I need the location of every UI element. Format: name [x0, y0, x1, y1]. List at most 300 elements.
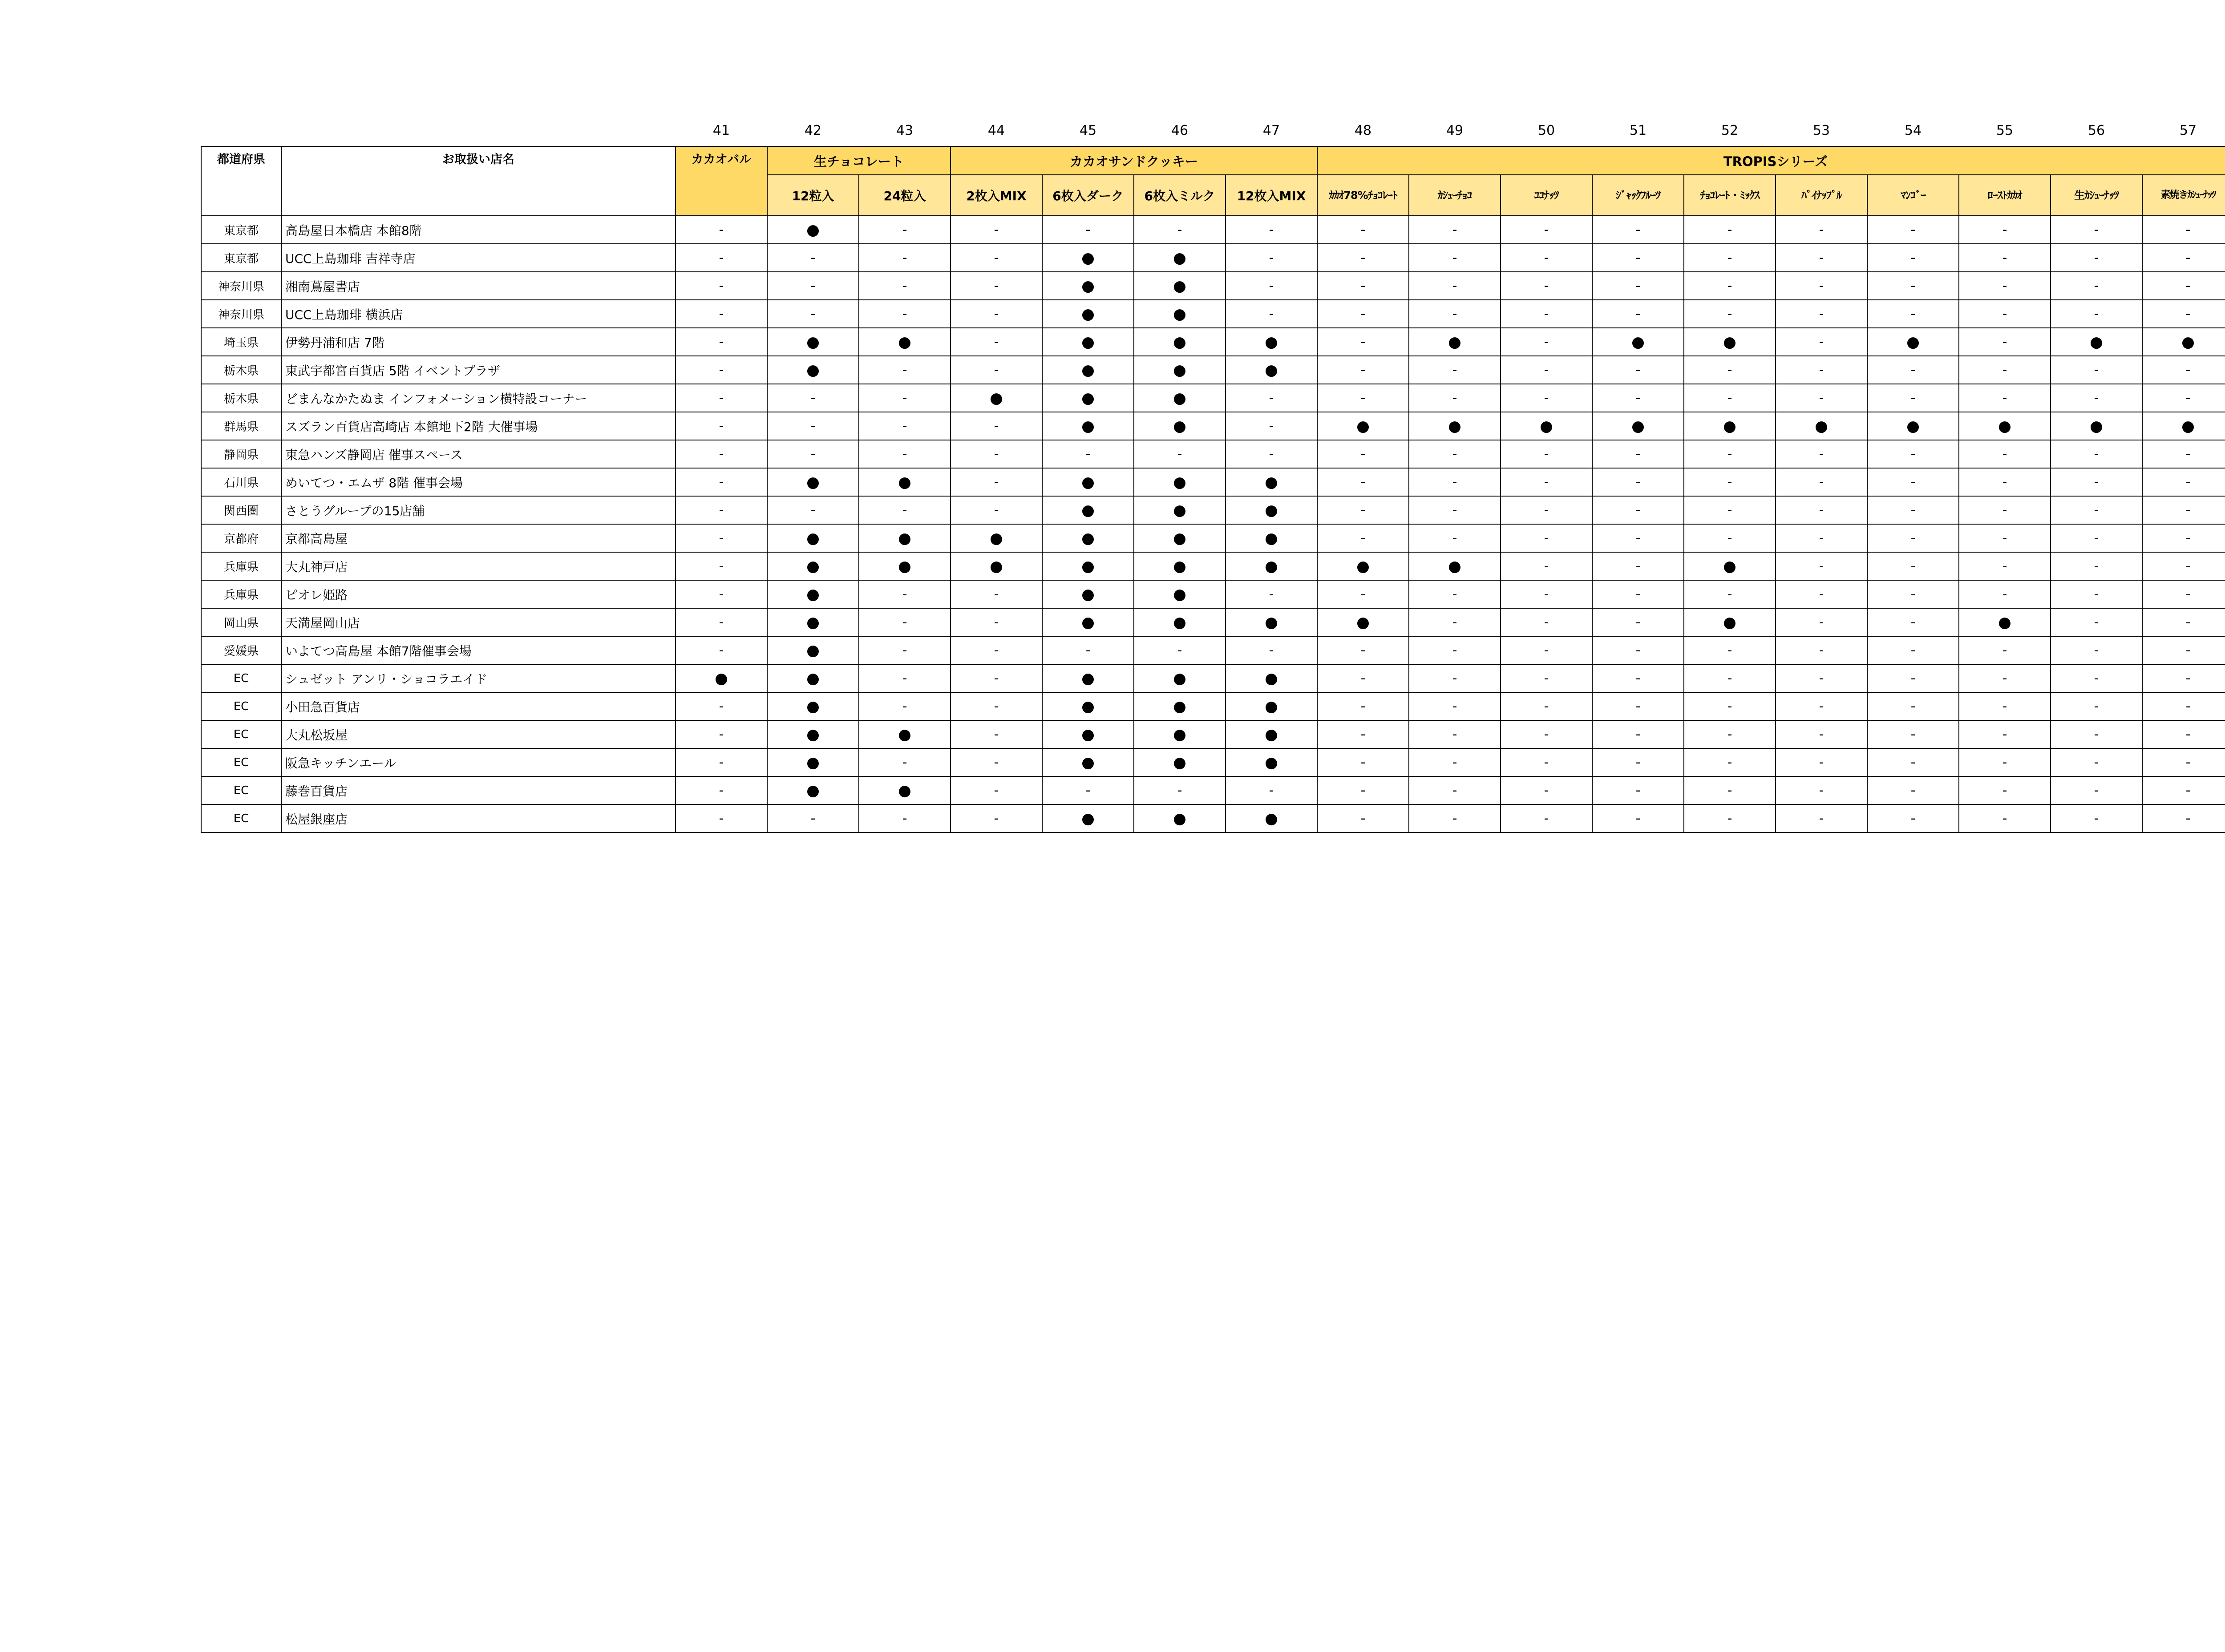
unavailable-mark: -	[1592, 552, 1684, 580]
prefecture-cell: EC	[201, 748, 281, 776]
nama-chocolate-group-header: 生チョコレート	[767, 146, 951, 175]
unavailable-mark: -	[1776, 496, 1867, 524]
unavailable-mark: -	[1317, 272, 1409, 300]
available-mark: ●	[1134, 244, 1226, 272]
unavailable-mark: -	[859, 272, 951, 300]
unavailable-mark: -	[767, 412, 859, 440]
unavailable-mark: -	[859, 580, 951, 608]
unavailable-mark: -	[1684, 300, 1776, 328]
unavailable-mark: -	[1501, 244, 1592, 272]
table-row	[201, 524, 2225, 552]
unavailable-mark: -	[1592, 216, 1684, 244]
unavailable-mark: -	[1867, 776, 1959, 804]
available-mark: ●	[1042, 412, 1134, 440]
unavailable-mark: -	[2142, 636, 2225, 664]
available-mark: ●	[2051, 328, 2142, 356]
unavailable-mark: -	[2051, 356, 2142, 384]
unavailable-mark: -	[1867, 608, 1959, 636]
available-mark: ●	[1134, 804, 1226, 832]
prefecture-cell: 埼玉県	[201, 328, 281, 356]
unavailable-mark: -	[1592, 524, 1684, 552]
unavailable-mark: -	[1592, 440, 1684, 468]
unavailable-mark: -	[1776, 552, 1867, 580]
unavailable-mark: -	[1959, 748, 2051, 776]
available-mark: ●	[1959, 608, 2051, 636]
unavailable-mark: -	[1776, 244, 1867, 272]
unavailable-mark: -	[1501, 608, 1592, 636]
unavailable-mark: -	[1959, 384, 2051, 412]
unavailable-mark: -	[676, 748, 767, 776]
unavailable-mark: -	[1592, 748, 1684, 776]
available-mark: ●	[1409, 328, 1501, 356]
unavailable-mark: -	[1684, 216, 1776, 244]
unavailable-mark: -	[1317, 580, 1409, 608]
available-mark: ●	[1867, 412, 1959, 440]
available-mark: ●	[1134, 328, 1226, 356]
unavailable-mark: -	[859, 440, 951, 468]
available-mark: ●	[2051, 412, 2142, 440]
unavailable-mark: -	[1684, 776, 1776, 804]
unavailable-mark: -	[1042, 216, 1134, 244]
unavailable-mark: -	[676, 580, 767, 608]
available-mark: ●	[951, 524, 1042, 552]
unavailable-mark: -	[1042, 636, 1134, 664]
available-mark: ●	[767, 328, 859, 356]
unavailable-mark: -	[1226, 412, 1317, 440]
unavailable-mark: -	[2051, 552, 2142, 580]
store-name-cell: スズラン百貨店高崎店 本館地下2階 大催事場	[281, 412, 676, 440]
unavailable-mark: -	[1592, 468, 1684, 496]
unavailable-mark: -	[1867, 636, 1959, 664]
available-mark: ●	[767, 216, 859, 244]
unavailable-mark: -	[1959, 692, 2051, 720]
available-mark: ●	[767, 748, 859, 776]
available-mark: ●	[1042, 580, 1134, 608]
unavailable-mark: -	[951, 244, 1042, 272]
available-mark: ●	[1317, 608, 1409, 636]
unavailable-mark: -	[1501, 216, 1592, 244]
column-number: 52	[1721, 122, 1739, 138]
unavailable-mark: -	[1501, 580, 1592, 608]
available-mark: ●	[1134, 552, 1226, 580]
unavailable-mark: -	[676, 440, 767, 468]
unavailable-mark: -	[676, 636, 767, 664]
column-number: 44	[987, 122, 1005, 138]
unavailable-mark: -	[2142, 356, 2225, 384]
unavailable-mark: -	[951, 608, 1042, 636]
available-mark: ●	[1042, 608, 1134, 636]
unavailable-mark: -	[1317, 300, 1409, 328]
unavailable-mark: -	[1867, 804, 1959, 832]
prefecture-cell: 群馬県	[201, 412, 281, 440]
available-mark: ●	[1042, 356, 1134, 384]
unavailable-mark: -	[951, 804, 1042, 832]
unavailable-mark: -	[1409, 468, 1501, 496]
unavailable-mark: -	[1409, 300, 1501, 328]
available-mark: ●	[1042, 552, 1134, 580]
prefecture-cell: 愛媛県	[201, 636, 281, 664]
unavailable-mark: -	[1317, 664, 1409, 692]
unavailable-mark: -	[767, 384, 859, 412]
available-mark: ●	[1959, 412, 2051, 440]
store-name-cell: UCC上島珈琲 吉祥寺店	[281, 244, 676, 272]
available-mark: ●	[859, 524, 951, 552]
available-mark: ●	[1226, 356, 1317, 384]
available-mark: ●	[1226, 720, 1317, 748]
unavailable-mark: -	[1867, 580, 1959, 608]
unavailable-mark: -	[859, 412, 951, 440]
prefecture-cell: EC	[201, 776, 281, 804]
unavailable-mark: -	[1776, 384, 1867, 412]
available-mark: ●	[951, 552, 1042, 580]
available-mark: ●	[1501, 412, 1592, 440]
unavailable-mark: -	[2051, 692, 2142, 720]
column-number: 45	[1079, 122, 1097, 138]
unavailable-mark: -	[1684, 636, 1776, 664]
header-row-groups	[201, 146, 2225, 175]
unavailable-mark: -	[1776, 776, 1867, 804]
unavailable-mark: -	[2142, 776, 2225, 804]
unavailable-mark: -	[2142, 440, 2225, 468]
product-header: 2枚入MIX	[951, 175, 1042, 216]
store-rows	[201, 216, 2225, 832]
unavailable-mark: -	[1684, 664, 1776, 692]
prefecture-cell: 東京都	[201, 216, 281, 244]
unavailable-mark: -	[951, 300, 1042, 328]
unavailable-mark: -	[1959, 244, 2051, 272]
unavailable-mark: -	[1501, 300, 1592, 328]
unavailable-mark: -	[1684, 720, 1776, 748]
unavailable-mark: -	[1776, 440, 1867, 468]
unavailable-mark: -	[676, 244, 767, 272]
unavailable-mark: -	[1867, 524, 1959, 552]
unavailable-mark: -	[951, 440, 1042, 468]
unavailable-mark: -	[859, 244, 951, 272]
unavailable-mark: -	[1409, 804, 1501, 832]
product-header: 生ｶｼｭｰﾅｯﾂ	[2051, 175, 2142, 216]
product-header: 24粒入	[859, 175, 951, 216]
unavailable-mark: -	[767, 804, 859, 832]
unavailable-mark: -	[2142, 664, 2225, 692]
unavailable-mark: -	[676, 552, 767, 580]
store-name-cell: 阪急キッチンエール	[281, 748, 676, 776]
available-mark: ●	[2142, 412, 2225, 440]
unavailable-mark: -	[1959, 496, 2051, 524]
available-mark: ●	[1042, 692, 1134, 720]
unavailable-mark: -	[1684, 272, 1776, 300]
unavailable-mark: -	[951, 496, 1042, 524]
available-mark: ●	[767, 776, 859, 804]
available-mark: ●	[1042, 468, 1134, 496]
available-mark: ●	[1134, 496, 1226, 524]
unavailable-mark: -	[676, 496, 767, 524]
available-mark: ●	[1042, 244, 1134, 272]
unavailable-mark: -	[1501, 496, 1592, 524]
prefecture-cell: EC	[201, 692, 281, 720]
prefecture-cell: 京都府	[201, 524, 281, 552]
unavailable-mark: -	[1409, 384, 1501, 412]
unavailable-mark: -	[859, 216, 951, 244]
unavailable-mark: -	[2051, 804, 2142, 832]
available-mark: ●	[1226, 496, 1317, 524]
prefecture-cell: 石川県	[201, 468, 281, 496]
unavailable-mark: -	[1684, 244, 1776, 272]
unavailable-mark: -	[1776, 216, 1867, 244]
store-name-cell: さとうグループの15店舗	[281, 496, 676, 524]
unavailable-mark: -	[859, 804, 951, 832]
unavailable-mark: -	[1042, 440, 1134, 468]
prefecture-cell: 兵庫県	[201, 552, 281, 580]
unavailable-mark: -	[767, 440, 859, 468]
unavailable-mark: -	[2051, 384, 2142, 412]
unavailable-mark: -	[859, 496, 951, 524]
unavailable-mark: -	[1776, 468, 1867, 496]
unavailable-mark: -	[1959, 804, 2051, 832]
unavailable-mark: -	[951, 720, 1042, 748]
prefecture-cell: 神奈川県	[201, 300, 281, 328]
unavailable-mark: -	[1776, 664, 1867, 692]
unavailable-mark: -	[2051, 636, 2142, 664]
store-name-cell: 東急ハンズ静岡店 催事スペース	[281, 440, 676, 468]
unavailable-mark: -	[1592, 300, 1684, 328]
available-mark: ●	[1042, 804, 1134, 832]
store-name-cell: 小田急百貨店	[281, 692, 676, 720]
unavailable-mark: -	[1317, 748, 1409, 776]
product-header: 素焼きｶｼｭｰﾅｯﾂ	[2142, 175, 2225, 216]
available-mark: ●	[859, 552, 951, 580]
unavailable-mark: -	[1959, 272, 2051, 300]
unavailable-mark: -	[1592, 692, 1684, 720]
available-mark: ●	[859, 468, 951, 496]
unavailable-mark: -	[1226, 580, 1317, 608]
unavailable-mark: -	[2142, 524, 2225, 552]
column-number: 51	[1629, 122, 1647, 138]
unavailable-mark: -	[1684, 440, 1776, 468]
unavailable-mark: -	[951, 776, 1042, 804]
available-mark: ●	[1134, 272, 1226, 300]
available-mark: ●	[859, 720, 951, 748]
unavailable-mark: -	[1317, 524, 1409, 552]
unavailable-mark: -	[1776, 720, 1867, 748]
unavailable-mark: -	[1959, 580, 2051, 608]
available-mark: ●	[859, 328, 951, 356]
available-mark: ●	[767, 524, 859, 552]
prefecture-cell: 静岡県	[201, 440, 281, 468]
unavailable-mark: -	[2051, 524, 2142, 552]
available-mark: ●	[1226, 692, 1317, 720]
product-header: ｼﾞｬｯｸﾌﾙｰﾂ	[1592, 175, 1684, 216]
table-row	[201, 692, 2225, 720]
unavailable-mark: -	[1592, 496, 1684, 524]
unavailable-mark: -	[1409, 664, 1501, 692]
available-mark: ●	[859, 776, 951, 804]
unavailable-mark: -	[1684, 496, 1776, 524]
unavailable-mark: -	[2142, 552, 2225, 580]
available-mark: ●	[1042, 496, 1134, 524]
unavailable-mark: -	[1959, 328, 2051, 356]
unavailable-mark: -	[1867, 468, 1959, 496]
unavailable-mark: -	[1317, 804, 1409, 832]
available-mark: ●	[951, 384, 1042, 412]
unavailable-mark: -	[2142, 300, 2225, 328]
unavailable-mark: -	[676, 300, 767, 328]
table-row	[201, 552, 2225, 580]
store-name-cell: 松屋銀座店	[281, 804, 676, 832]
available-mark: ●	[1409, 412, 1501, 440]
unavailable-mark: -	[2051, 440, 2142, 468]
unavailable-mark: -	[1776, 328, 1867, 356]
unavailable-mark: -	[1317, 216, 1409, 244]
table-row	[201, 384, 2225, 412]
unavailable-mark: -	[676, 216, 767, 244]
unavailable-mark: -	[2051, 748, 2142, 776]
unavailable-mark: -	[1867, 244, 1959, 272]
unavailable-mark: -	[767, 300, 859, 328]
unavailable-mark: -	[767, 496, 859, 524]
store-name-cell: UCC上島珈琲 横浜店	[281, 300, 676, 328]
unavailable-mark: -	[1592, 720, 1684, 748]
unavailable-mark: -	[951, 356, 1042, 384]
table-row	[201, 580, 2225, 608]
unavailable-mark: -	[1409, 608, 1501, 636]
available-mark: ●	[1134, 468, 1226, 496]
unavailable-mark: -	[1317, 328, 1409, 356]
unavailable-mark: -	[1592, 272, 1684, 300]
table-row	[201, 720, 2225, 748]
unavailable-mark: -	[1867, 356, 1959, 384]
store-name-cell: 大丸松坂屋	[281, 720, 676, 748]
unavailable-mark: -	[1776, 580, 1867, 608]
unavailable-mark: -	[1867, 272, 1959, 300]
unavailable-mark: -	[2051, 776, 2142, 804]
column-number: 43	[896, 122, 914, 138]
table-row	[201, 776, 2225, 804]
table-row	[201, 244, 2225, 272]
unavailable-mark: -	[1592, 384, 1684, 412]
unavailable-mark: -	[1867, 216, 1959, 244]
store-name-cell: ピオレ姫路	[281, 580, 676, 608]
unavailable-mark: -	[1776, 692, 1867, 720]
unavailable-mark: -	[859, 384, 951, 412]
store-name-cell: 天満屋岡山店	[281, 608, 676, 636]
prefecture-header: 都道府県	[201, 146, 281, 216]
available-mark: ●	[767, 664, 859, 692]
unavailable-mark: -	[1134, 776, 1226, 804]
unavailable-mark: -	[676, 608, 767, 636]
unavailable-mark: -	[951, 328, 1042, 356]
unavailable-mark: -	[1684, 692, 1776, 720]
available-mark: ●	[767, 636, 859, 664]
unavailable-mark: -	[676, 384, 767, 412]
unavailable-mark: -	[1684, 356, 1776, 384]
cacao-bar-header: カカオバル	[676, 146, 767, 216]
table-row	[201, 468, 2225, 496]
store-name-cell: 京都高島屋	[281, 524, 676, 552]
unavailable-mark: -	[1501, 384, 1592, 412]
prefecture-cell: EC	[201, 720, 281, 748]
unavailable-mark: -	[2051, 216, 2142, 244]
product-header: ﾏﾝｺﾞｰ	[1867, 175, 1959, 216]
unavailable-mark: -	[1317, 636, 1409, 664]
available-mark: ●	[1776, 412, 1867, 440]
column-number: 57	[2179, 122, 2197, 138]
table-row	[201, 412, 2225, 440]
unavailable-mark: -	[1226, 440, 1317, 468]
unavailable-mark: -	[1226, 216, 1317, 244]
unavailable-mark: -	[2142, 720, 2225, 748]
unavailable-mark: -	[859, 636, 951, 664]
unavailable-mark: -	[859, 356, 951, 384]
unavailable-mark: -	[1592, 580, 1684, 608]
unavailable-mark: -	[2142, 468, 2225, 496]
unavailable-mark: -	[951, 664, 1042, 692]
unavailable-mark: -	[1959, 440, 2051, 468]
available-mark: ●	[1134, 692, 1226, 720]
unavailable-mark: -	[2142, 804, 2225, 832]
column-number: 55	[1996, 122, 2014, 138]
unavailable-mark: -	[676, 692, 767, 720]
unavailable-mark: -	[1776, 272, 1867, 300]
available-mark: ●	[1134, 412, 1226, 440]
unavailable-mark: -	[1959, 468, 2051, 496]
column-number: 54	[1904, 122, 1922, 138]
unavailable-mark: -	[1867, 300, 1959, 328]
column-number: 48	[1354, 122, 1372, 138]
unavailable-mark: -	[2142, 748, 2225, 776]
store-name-cell: めいてつ・エムザ 8階 催事会場	[281, 468, 676, 496]
store-name-cell: 藤巻百貨店	[281, 776, 676, 804]
unavailable-mark: -	[1776, 524, 1867, 552]
unavailable-mark: -	[1776, 748, 1867, 776]
unavailable-mark: -	[1501, 748, 1592, 776]
unavailable-mark: -	[1592, 356, 1684, 384]
unavailable-mark: -	[1592, 776, 1684, 804]
unavailable-mark: -	[1317, 776, 1409, 804]
unavailable-mark: -	[1684, 524, 1776, 552]
available-mark: ●	[1226, 748, 1317, 776]
unavailable-mark: -	[1867, 720, 1959, 748]
available-mark: ●	[1134, 608, 1226, 636]
table-row	[201, 636, 2225, 664]
unavailable-mark: -	[1867, 440, 1959, 468]
available-mark: ●	[767, 580, 859, 608]
table-row	[201, 216, 2225, 244]
column-number: 42	[804, 122, 822, 138]
unavailable-mark: -	[1959, 636, 2051, 664]
unavailable-mark: -	[1867, 552, 1959, 580]
unavailable-mark: -	[1776, 608, 1867, 636]
unavailable-mark: -	[1592, 804, 1684, 832]
available-mark: ●	[1042, 328, 1134, 356]
available-mark: ●	[1134, 356, 1226, 384]
available-mark: ●	[1134, 580, 1226, 608]
unavailable-mark: -	[1776, 804, 1867, 832]
unavailable-mark: -	[2051, 496, 2142, 524]
unavailable-mark: -	[1501, 356, 1592, 384]
unavailable-mark: -	[2142, 244, 2225, 272]
product-header: ｺｺﾅｯﾂ	[1501, 175, 1592, 216]
unavailable-mark: -	[951, 636, 1042, 664]
unavailable-mark: -	[1226, 272, 1317, 300]
available-mark: ●	[767, 356, 859, 384]
unavailable-mark: -	[1867, 496, 1959, 524]
unavailable-mark: -	[1592, 636, 1684, 664]
table-row	[201, 748, 2225, 776]
unavailable-mark: -	[1959, 664, 2051, 692]
unavailable-mark: -	[859, 608, 951, 636]
unavailable-mark: -	[2051, 300, 2142, 328]
unavailable-mark: -	[1317, 720, 1409, 748]
